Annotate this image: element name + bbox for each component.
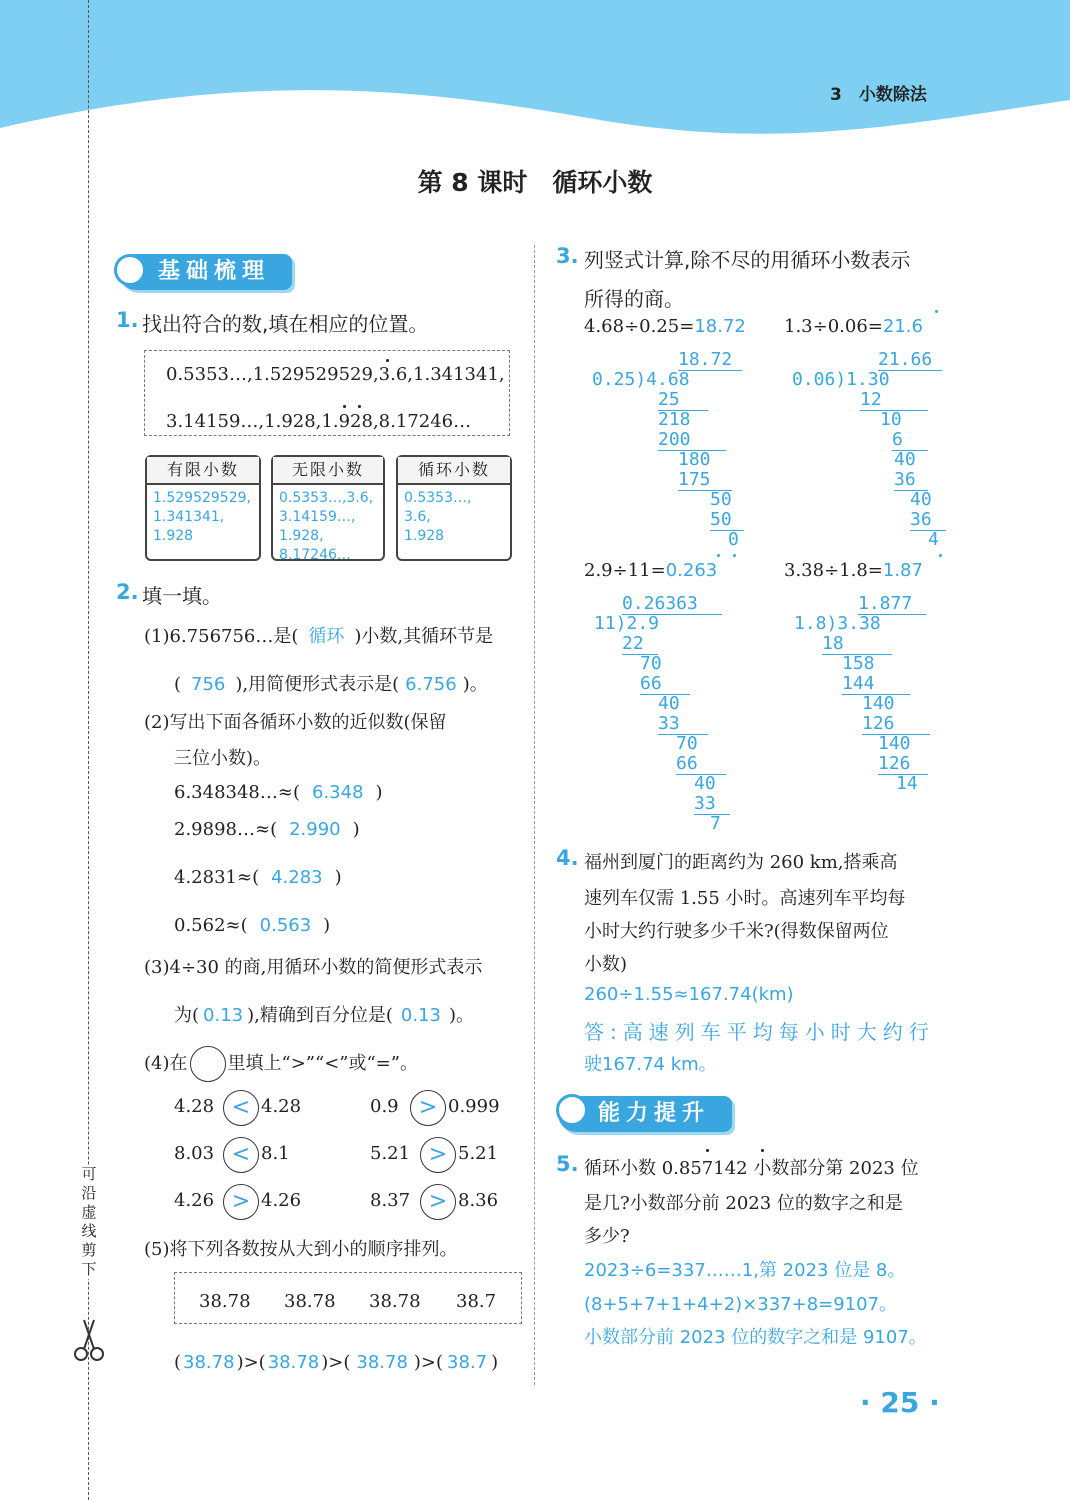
compare-right: 0.999 xyxy=(448,1096,500,1117)
approx-row: 4.2831≈( 4.283 ) xyxy=(174,867,342,888)
ld-quotient: 21.66 xyxy=(878,350,942,371)
q3-number: 3. xyxy=(556,244,579,268)
ld-step: 66 xyxy=(640,674,690,695)
approx-row: 6.348348…≈( 6.348 ) xyxy=(174,782,383,803)
q5-line: 多少? xyxy=(584,1226,630,1247)
ld-step: 40 xyxy=(910,489,932,510)
repeat-dot xyxy=(939,554,942,557)
ld-step: 50 xyxy=(710,510,744,531)
ld-step: 70 xyxy=(640,653,662,674)
q4-line: 速列车仅需 1.55 小时。高速列车平均每 xyxy=(584,888,906,909)
ld-quotient: 1.877 xyxy=(858,594,926,615)
compare-left: 4.26 xyxy=(174,1190,215,1211)
compare-circle: > xyxy=(420,1137,456,1173)
order-num: 38.78 xyxy=(369,1291,421,1312)
ld-step: 36 xyxy=(910,510,946,531)
compare-circle: < xyxy=(223,1090,259,1126)
ld-step: 126 xyxy=(878,754,928,775)
ld-step: 10 xyxy=(880,409,902,430)
ld-step: 36 xyxy=(894,470,928,491)
cut-note: 可 沿 虚 线 剪 下 xyxy=(81,1165,97,1278)
compare-left: 8.37 xyxy=(370,1190,411,1211)
q2-1-line2: ( 756 ),用简便形式表示是( 6.756 )。 xyxy=(174,674,488,695)
repeat-dot xyxy=(386,359,389,362)
scissors-icon xyxy=(72,1318,106,1362)
order-answer: ( 38.78 )>( 38.78 )>( 38.78 )>( 38.7 ) xyxy=(174,1352,499,1373)
repeat-dot xyxy=(358,405,361,408)
ld-divisor: 1.8)3.38 xyxy=(794,613,881,634)
q4-line: 小时大约行驶多少千米?(得数保留两位 xyxy=(584,921,889,942)
compare-circle: > xyxy=(410,1090,446,1126)
q2-2-line2: 三位小数)。 xyxy=(174,748,272,769)
compare-circle: > xyxy=(223,1184,259,1220)
ld-step: 126 xyxy=(862,714,930,735)
compare-circle: > xyxy=(420,1184,456,1220)
q2-prompt: 填一填。 xyxy=(142,584,222,608)
compare-left: 4.28 xyxy=(174,1096,215,1117)
ld-step: 40 xyxy=(694,773,716,794)
column-divider xyxy=(534,245,535,1385)
ld-step: 144 xyxy=(842,674,910,695)
ld-step: 7 xyxy=(710,813,721,834)
compare-right: 8.1 xyxy=(261,1143,290,1164)
repeat-dot xyxy=(935,310,938,313)
ld-step: 180 xyxy=(678,449,711,470)
approx-row: 2.9898…≈( 2.990 ) xyxy=(174,819,360,840)
ld-step: 25 xyxy=(658,390,708,411)
ld-step: 140 xyxy=(862,693,895,714)
q3-prompt: 列竖式计算,除不尽的用循环小数表示 xyxy=(584,248,911,272)
section-badge-basic: 基础梳理 xyxy=(118,254,292,290)
ld-step: 4 xyxy=(928,529,939,550)
compare-left: 0.9 xyxy=(370,1096,399,1117)
repeat-dot xyxy=(761,1149,764,1152)
repeat-dot xyxy=(733,554,736,557)
box-repeating: 循环小数 0.5353…, 3.6, 1.928 xyxy=(396,455,512,561)
q4-line: 福州到厦门的距离约为 260 km,搭乘高 xyxy=(584,852,898,873)
clock-icon xyxy=(556,1094,588,1126)
ld-step: 158 xyxy=(842,653,875,674)
q2-1-line1: (1)6.756756…是( 循环 )小数,其循环节是 xyxy=(144,626,494,647)
q4-number: 4. xyxy=(556,846,579,870)
ld-step: 33 xyxy=(658,714,708,735)
q4-answer: 答:高速列车平均每小时大约行 xyxy=(584,1020,935,1044)
ld-quotient: 18.72 xyxy=(678,350,742,371)
q4-calc: 260÷1.55≈167.74(km) xyxy=(584,984,794,1005)
box-title: 有限小数 xyxy=(147,457,259,485)
q5-line: 循环小数 0.857142 小数部分第 2023 位 xyxy=(584,1158,919,1179)
q4-answer: 驶167.74 km。 xyxy=(584,1054,717,1075)
section-badge-advanced: 能力提升 xyxy=(558,1096,732,1132)
ld-step: 22 xyxy=(622,634,658,655)
q1-number: 1. xyxy=(116,308,139,332)
q5-answer: (8+5+7+1+4+2)×337+8=9107。 xyxy=(584,1294,898,1315)
q5-answer: 小数部分前 2023 位的数字之和是 9107。 xyxy=(584,1327,927,1348)
ld-step: 40 xyxy=(658,693,680,714)
ld-step: 200 xyxy=(658,430,726,451)
clock-icon xyxy=(114,254,146,286)
compare-left: 5.21 xyxy=(370,1143,411,1164)
ld-step: 218 xyxy=(658,409,691,430)
page-number: · 25 · xyxy=(860,1386,940,1419)
lesson-title: 第 8 课时 循环小数 xyxy=(417,168,653,197)
box-finite: 有限小数 1.529529529, 1.341341, 1.928 xyxy=(145,455,261,561)
ld-step: 66 xyxy=(676,754,726,775)
compare-right: 4.26 xyxy=(261,1190,302,1211)
q2-2-line1: (2)写出下面各循环小数的近似数(保留 xyxy=(144,712,447,733)
compare-circle: < xyxy=(223,1137,259,1173)
problem: 2.9÷11=0.263 xyxy=(584,560,718,581)
ld-step: 0 xyxy=(728,529,739,550)
header-banner xyxy=(0,0,1070,140)
repeat-dot xyxy=(706,1149,709,1152)
q5-line: 是几?小数部分前 2023 位的数字之和是 xyxy=(584,1193,903,1214)
ld-step: 140 xyxy=(878,733,911,754)
ld-divisor: 0.06)1.30 xyxy=(792,369,890,390)
q2-number: 2. xyxy=(116,580,139,604)
ld-step: 6 xyxy=(892,430,928,451)
q1-line1: 0.5353…,1.529529529,3.6,1.341341, xyxy=(166,364,505,385)
q1-prompt: 找出符合的数,填在相应的位置。 xyxy=(142,312,429,336)
box-infinite: 无限小数 0.5353…,3.6, 3.14159…, 1.928, 8.17246… xyxy=(271,455,385,561)
ld-step: 70 xyxy=(676,733,698,754)
box-title: 无限小数 xyxy=(273,457,383,485)
q1-line2: 3.14159…,1.928,1.928,8.17246… xyxy=(166,411,472,432)
order-num: 38.78 xyxy=(199,1291,251,1312)
q3-prompt: 所得的商。 xyxy=(584,287,684,311)
repeat-dot xyxy=(343,405,346,408)
compare-right: 5.21 xyxy=(458,1143,499,1164)
problem: 4.68÷0.25=18.72 xyxy=(584,316,746,337)
approx-row: 0.562≈( 0.563 ) xyxy=(174,915,331,936)
problem: 1.3÷0.06=21.6 xyxy=(784,316,923,337)
q5-answer: 2023÷6=337……1,第 2023 位是 8。 xyxy=(584,1260,906,1281)
chapter-label: 3 小数除法 xyxy=(830,85,927,105)
q5-number: 5. xyxy=(556,1152,579,1176)
problem: 3.38÷1.8=1.87 xyxy=(784,560,923,581)
ld-divisor: 11)2.9 xyxy=(594,613,660,634)
compare-right: 4.28 xyxy=(261,1096,302,1117)
compare-left: 8.03 xyxy=(174,1143,215,1164)
order-num: 38.7 xyxy=(456,1291,497,1312)
ld-step: 50 xyxy=(710,489,732,510)
ld-step: 12 xyxy=(860,390,928,411)
q2-3-line1: (3)4÷30 的商,用循环小数的简便形式表示 xyxy=(144,957,483,978)
q2-4-line: (4)在 里填上“>”“<”或“=”。 xyxy=(144,1046,418,1082)
ld-divisor: 0.25)4.68 xyxy=(592,369,690,390)
ld-quotient: 0.26363 xyxy=(622,594,722,615)
order-num: 38.78 xyxy=(284,1291,336,1312)
ld-step: 33 xyxy=(694,794,730,815)
box-title: 循环小数 xyxy=(398,457,510,485)
q2-5-line: (5)将下列各数按从大到小的顺序排列。 xyxy=(144,1239,458,1260)
compare-right: 8.36 xyxy=(458,1190,499,1211)
ld-step: 175 xyxy=(678,470,732,491)
repeat-dot xyxy=(717,554,720,557)
ld-step: 18 xyxy=(822,634,892,655)
ld-step: 14 xyxy=(896,773,918,794)
q4-line: 小数) xyxy=(584,954,628,975)
ld-step: 40 xyxy=(894,449,916,470)
q2-3-line2: 为( 0.13 ),精确到百分位是( 0.13 )。 xyxy=(174,1005,474,1026)
